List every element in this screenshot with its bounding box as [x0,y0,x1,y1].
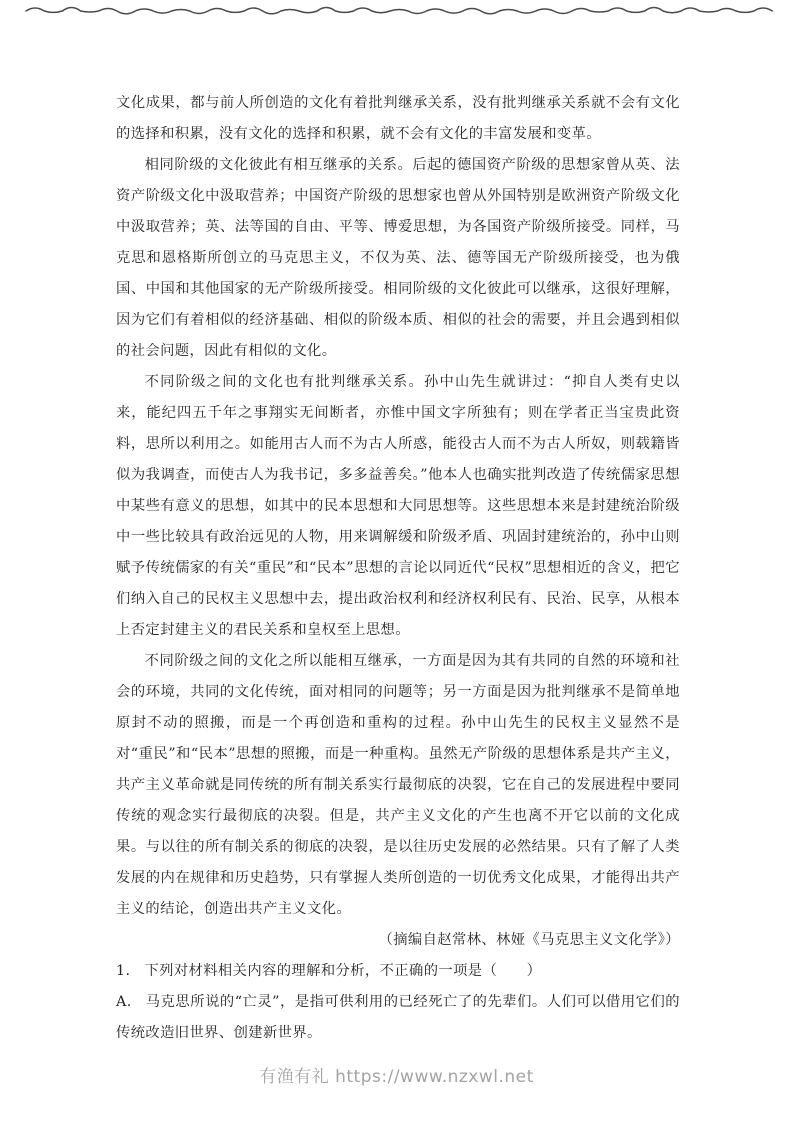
footer-watermark [0,1062,793,1087]
passage-paragraph: 不同阶级之间的文化也有批判继承关系。孙中山先生就讲过：“抑自人类有史以来，能纪四五千年之事翔实无间断者，亦惟中国文字所独有；则在学者正当宝贵此资料，思所以利用之。如能用古人而不为古人所惑，能役古人而不为古人所奴，则载籍皆似为我调查，而使古人为我书记，多多益善矣。”他本人也确实批判改造了传统儒家思想中某些有意义的思想，如其中的民本思想和大同思想等。这些思想本来是封建统治阶级中一些比较具有政治远见的人物，用来调解缓和阶级矛盾、巩固封建统治的，孙中山则赋予传统儒家的有关“重民”和“民本”思想的言论以同近代“民权”思想相近的含义，把它们纳入自己的民权主义思想中去，提出政治权利和经济权利民有、民治、民享，从根本上否定封建主义的君民关系和皇权至上思想。 [116,374,680,638]
question-number: 1. [116,963,131,979]
passage-paragraph: 相同阶级的文化彼此有相互继承的关系。后起的德国资产阶级的思想家曾从英、法资产阶级文化中汲取营养；中国资产阶级的思想家也曾从外国特别是欧洲资产阶级文化中汲取营养；英、法等国的自由、平等、博爱思想，为各国资产阶级所接受。同样，马克思和恩格斯所创立的马克思主义，不仅为英、法、德等国无产阶级所接受，也为俄国、中国和其他国家的无产阶级所接受。相同阶级的文化彼此可以继承，这很好理解，因为它们有着相似的经济基础、相似的阶级本质、相似的社会的需要，并且会遇到相似的社会问题，因此有相似的文化。 [116,157,680,359]
attribution-text: （摘编自赵常林、林娅《马克思主义文化学》） [378,932,680,948]
answer-options [116,987,680,1049]
question-1 [116,956,680,987]
question-text: 下列对材料相关内容的理解和分析，不正确的一项是（ ） [144,963,542,979]
passage-content [116,88,680,1049]
watermark-text: 有渔有礼 https://www.nzxwl.net [259,1067,534,1087]
handwritten-scribble-line [0,0,793,22]
attribution-line [116,925,680,956]
option-a [116,987,680,1049]
option-text: 马克思所说的“亡灵”，是指可供利用的已经死亡了的先辈们。人们可以借用它们的传统改造旧世界、创建新世界。 [116,994,680,1041]
reading-passage [116,88,680,925]
passage-paragraph: 不同阶级之间的文化之所以能相互继承，一方面是因为其有共同的自然的环境和社会的环境，共同的文化传统，面对相同的问题等；另一方面是因为批判继承不是简单地原封不动的照搬，而是一个再创造和重构的过程。孙中山先生的民权主义显然不是对“重民”和“民本”思想的照搬，而是一种重构。虽然无产阶级的思想体系是共产主义，共产主义革命就是同传统的所有制关系实行最彻底的决裂，它在自己的发展进程中要同传统的观念实行最彻底的决裂。但是，共产主义文化的产生也离不开它以前的文化成果。与以往的所有制关系的彻底的决裂，是以往历史发展的必然结果。只有了解了人类发展的内在规律和历史趋势，只有掌握人类所创造的一切优秀文化成果，才能得出共产主义的结论，创造出共产主义文化。 [116,653,680,917]
option-label: A. [116,994,132,1010]
passage-paragraph: 文化成果，都与前人所创造的文化有着批判继承关系，没有批判继承关系就不会有文化的选择和积累，没有文化的选择和积累，就不会有文化的丰富发展和变革。 [116,95,680,142]
